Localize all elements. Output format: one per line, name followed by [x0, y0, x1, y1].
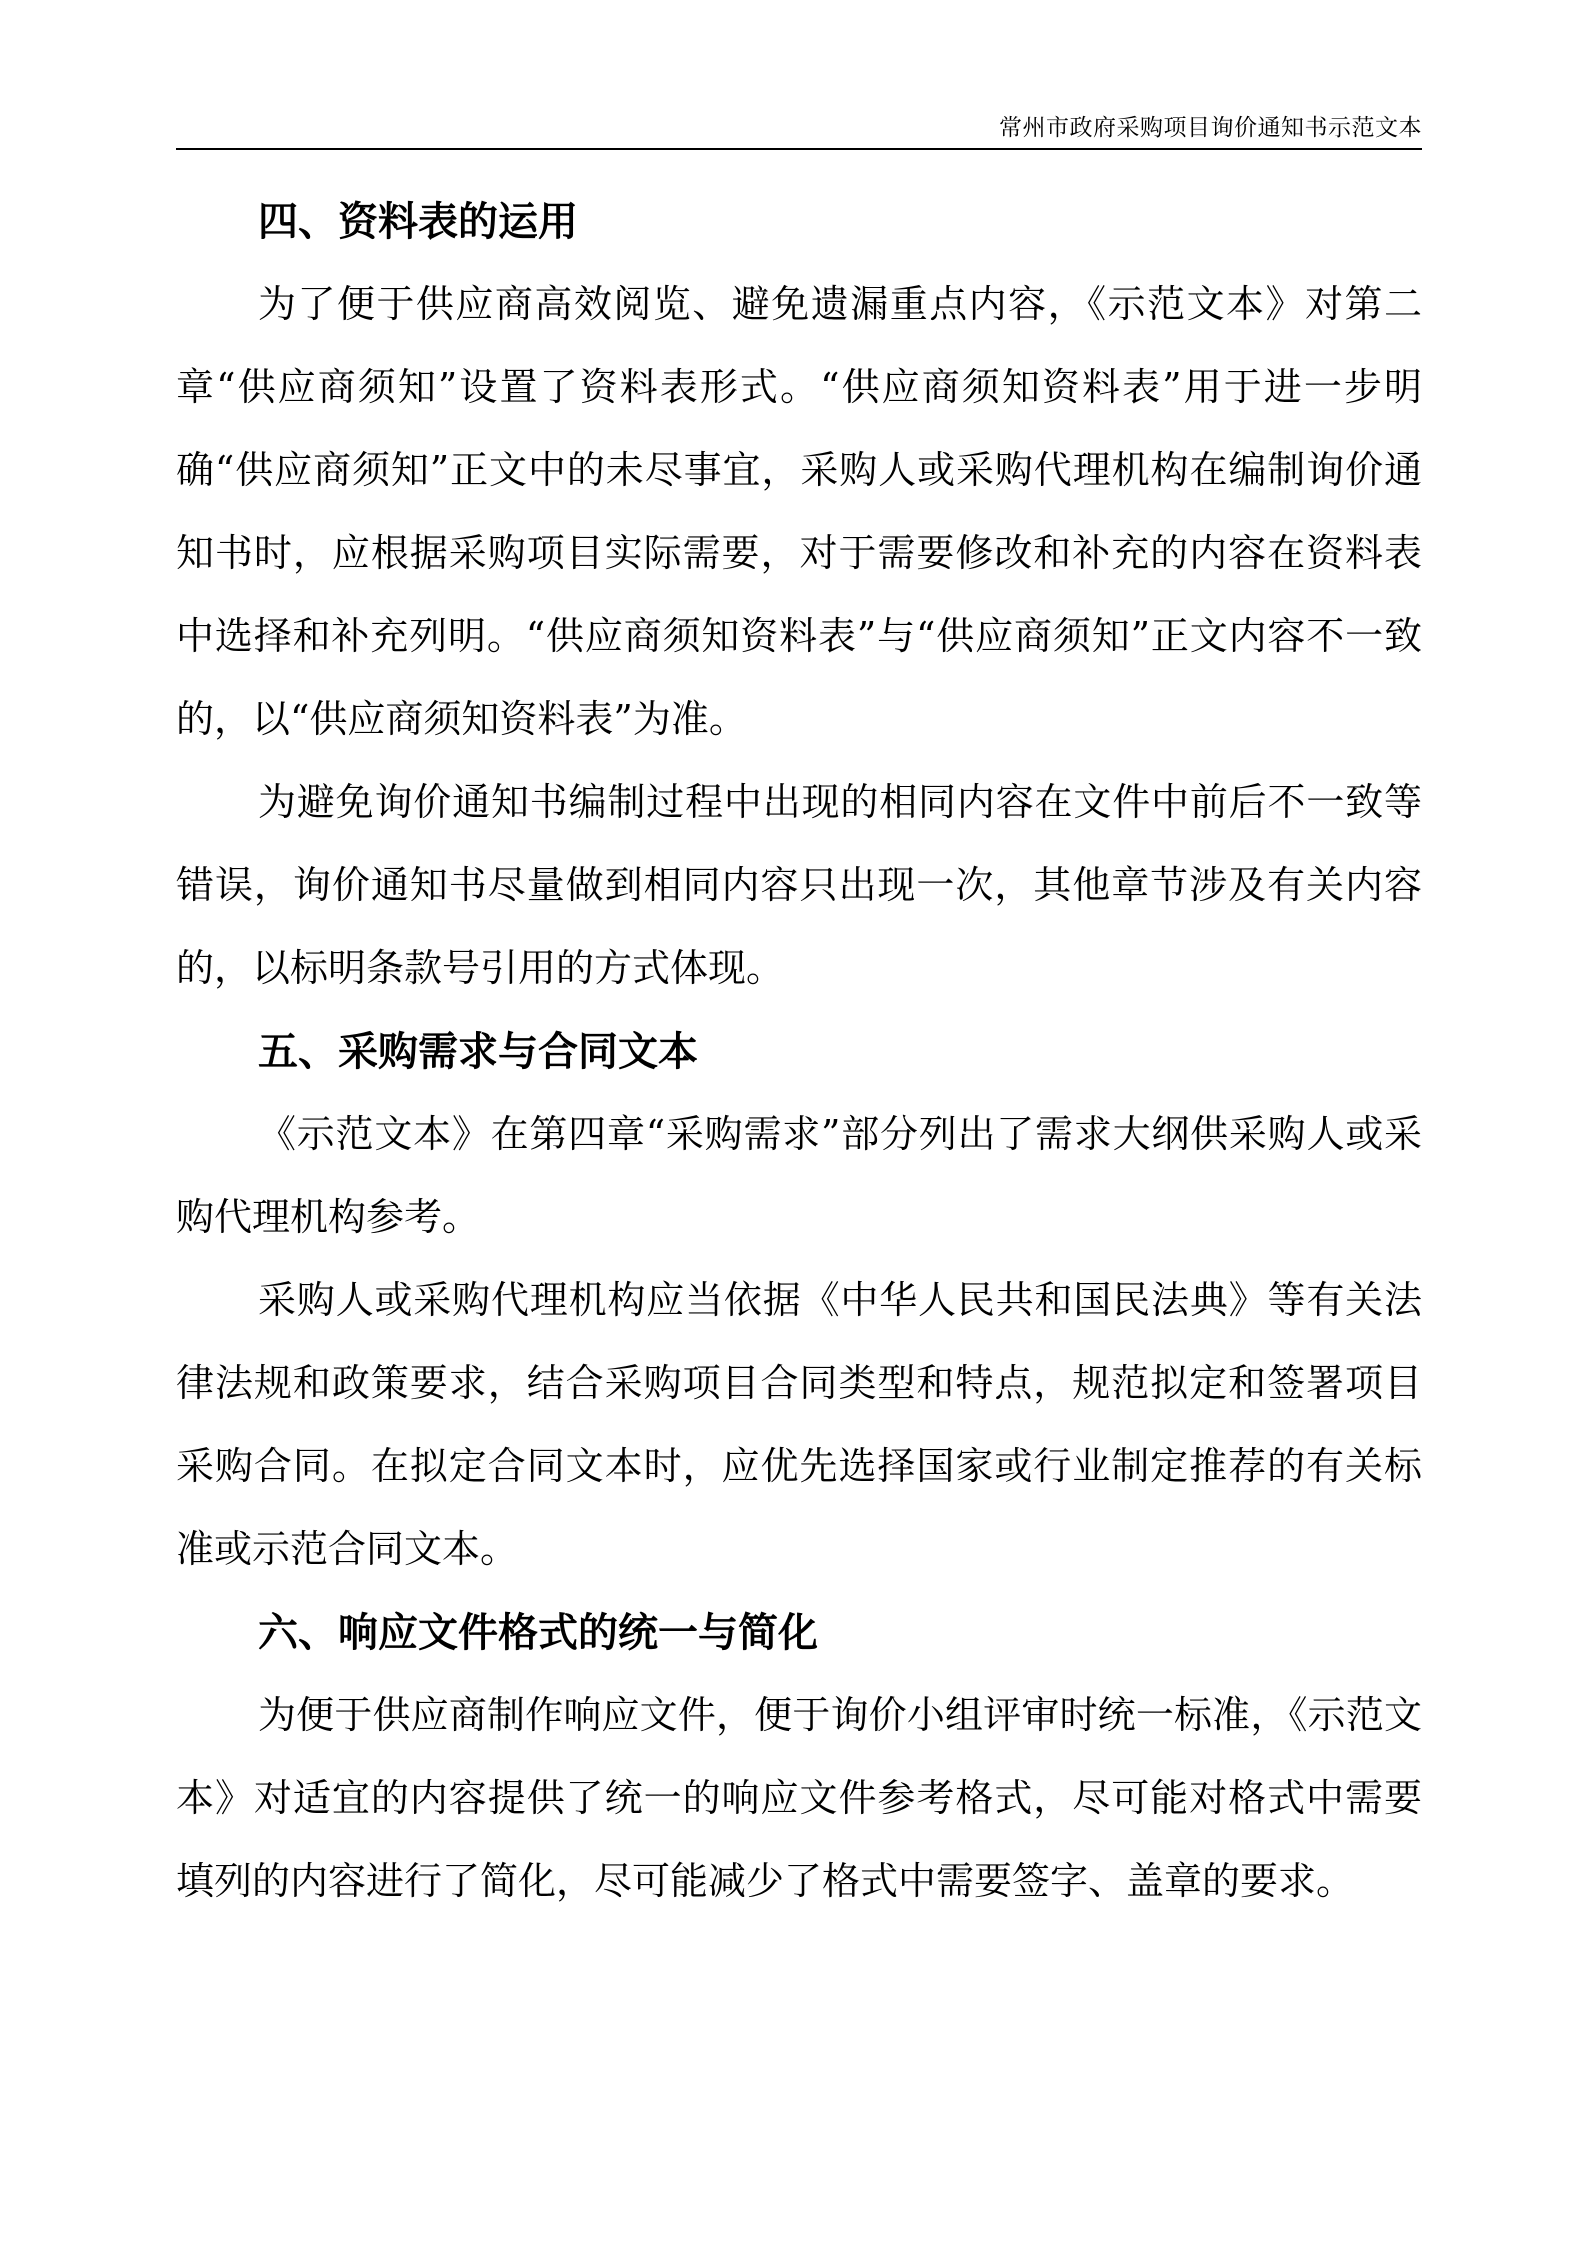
section-heading-5: 五、采购需求与合同文本: [258, 1028, 698, 1075]
page-header: [176, 106, 1422, 150]
paragraph-4-2: 为避免询价通知书编制过程中出现的相同内容在文件中前后不一致等错误，询价通知书尽量做到相同内容只出现一次，其他章节涉及有关内容的，以标明条款号引用的方式体现。: [176, 780, 1422, 990]
paragraph-5-2: 采购人或采购代理机构应当依据《中华人民共和国民法典》等有关法律法规和政策要求，结合采购项目合同类型和特点，规范拟定和签署项目采购合同。在拟定合同文本时，应优先选择国家或行业制定推荐的有关标准或示范合同文本。: [176, 1278, 1422, 1571]
section-heading-4: 四、资料表的运用: [258, 198, 578, 245]
paragraph-5-1: 《示范文本》在第四章“采购需求”部分列出了需求大纲供采购人或采购代理机构参考。: [176, 1112, 1422, 1239]
paragraph-6-1: 为便于供应商制作响应文件，便于询价小组评审时统一标准，《示范文本》对适宜的内容提供了统一的响应文件参考格式，尽可能对格式中需要填列的内容进行了简化，尽可能减少了格式中需要签字、盖章的要求。: [176, 1693, 1422, 1903]
paragraph-4-1: 为了便于供应商高效阅览、避免遗漏重点内容，《示范文本》对第二章“供应商须知”设置了资料表形式。“供应商须知资料表”用于进一步明确“供应商须知”正文中的未尽事宜，采购人或采购代理机构在编制询价通知书时，应根据采购项目实际需要，对于需要修改和补充的内容在资料表中选择和补充列明。“供应商须知资料表”与“供应商须知”正文内容不一致的，以“供应商须知资料表”为准。: [176, 282, 1422, 741]
section-heading-6: 六、响应文件格式的统一与简化: [258, 1609, 818, 1656]
header-title: 常州市政府采购项目询价通知书示范文本: [999, 115, 1422, 141]
document-body: [176, 180, 1422, 1923]
